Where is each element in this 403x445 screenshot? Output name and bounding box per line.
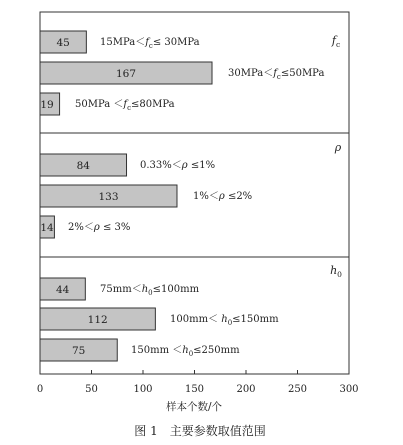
panel-symbol-h0: $h_0$ <box>330 264 342 279</box>
category-label: $50MPa <f_c\le 80MPa$ <box>75 99 175 112</box>
x-tick-label: 250 <box>287 384 308 395</box>
bar-value-label: 14 <box>40 222 54 234</box>
bar-value-label: 45 <box>56 37 70 49</box>
x-tick-label: 150 <box>184 384 205 395</box>
category-label: 0.33%＜ρ ≤1% <box>140 160 216 171</box>
category-label: $15MPa<f_c\le 30MPa$ <box>100 37 200 50</box>
bar-value-label: 75 <box>71 345 86 357</box>
category-label: $30MPa<f_c\le 50MPa$ <box>228 68 325 81</box>
x-tick-label: 200 <box>236 384 256 395</box>
x-axis-label: 样本个数/个 <box>165 401 223 413</box>
category-label: 2%＜ρ ≤ 3% <box>68 222 131 233</box>
x-tick-label: 50 <box>85 384 98 395</box>
category-label: $150mm <h_0\le 250mm$ <box>131 345 240 358</box>
x-tick-label: 0 <box>36 384 44 395</box>
category-label: $75mm<h_0\le 100mm$ <box>100 284 200 297</box>
bar-value-label: 133 <box>98 191 119 203</box>
panel-symbol-fc: $f_c$ <box>331 34 341 49</box>
bars-layer <box>40 31 212 361</box>
bar-value-label: 19 <box>40 99 54 111</box>
bar-value-label: 44 <box>55 284 70 296</box>
bar-value-label: 84 <box>76 160 90 172</box>
bar-value-label: 167 <box>115 68 137 80</box>
x-tick-label: 300 <box>339 384 359 395</box>
panel-symbol-rho: ρ <box>334 141 342 154</box>
x-tick-label: 100 <box>133 384 153 395</box>
category-label: $100mm< h_0\le 150mm$ <box>170 314 279 327</box>
category-label: 1%＜ρ ≤2% <box>193 191 253 202</box>
bar-value-label: 112 <box>87 314 108 326</box>
figure-caption: 图 1 主要参数取值范围 <box>134 424 266 438</box>
